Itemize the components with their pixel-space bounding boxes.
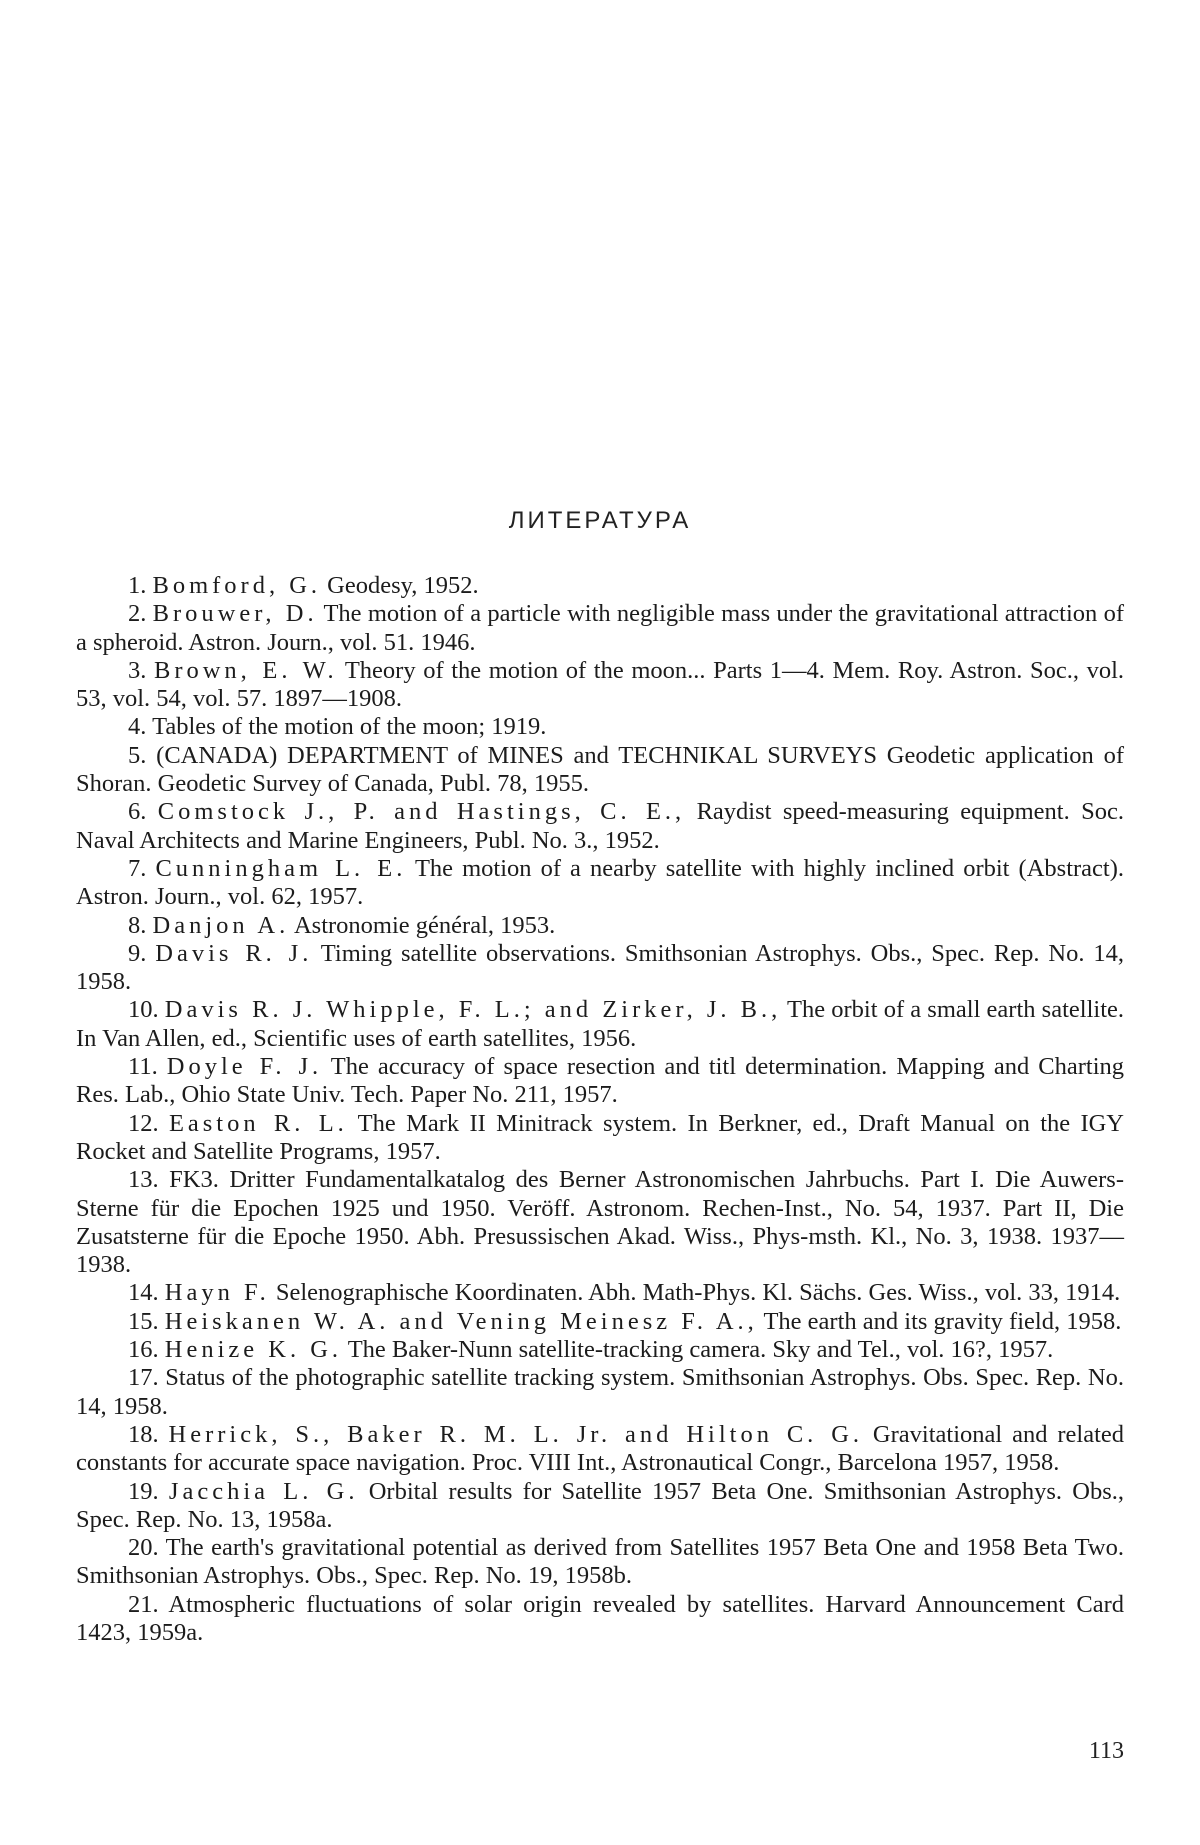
reference-number: 7.: [128, 854, 147, 882]
reference-text: Astronomie général, 1953.: [289, 911, 556, 939]
reference-number: 18.: [128, 1420, 159, 1448]
reference-list: [76, 572, 1124, 1647]
reference-number: 5.: [128, 741, 147, 769]
reference-text: (CANADA) DEPARTMENT of MINES and TECHNIKAL SURVEYS Geodetic application of Shoran. Geodetic Survey of Canada, Publ. 78, 1955.: [76, 741, 1124, 798]
reference-item: [76, 912, 1124, 940]
reference-text: Timing satellite observations. Smithsonian Astrophys. Obs., Spec. Rep. No. 14, 1958.: [76, 939, 1124, 996]
reference-author: Heiskanen W. A. and Vening Meinesz F. A.,: [164, 1307, 758, 1335]
reference-text: Raydist speed-measuring equipment. Soc. Naval Architects and Marine Engineers, Publ. No. 3., 1952.: [76, 798, 1125, 854]
reference-text: Tables of the motion of the moon; 1919.: [152, 713, 547, 741]
reference-item: [76, 600, 1124, 657]
reference-item: [76, 572, 1124, 600]
reference-author: Easton R. L.: [168, 1109, 348, 1137]
reference-item: [76, 798, 1124, 855]
reference-item: [76, 1534, 1124, 1591]
reference-number: 4.: [128, 713, 147, 741]
reference-number: 6.: [128, 798, 147, 826]
reference-text: The earth's gravitational potential as derived from Satellites 1957 Beta One and 1958 Beta Two. Smithsonian Astrophys. Obs., Spec. Rep. No. 19, 1958b.: [76, 1534, 1124, 1590]
reference-author: Henize K. G.: [164, 1336, 343, 1364]
reference-item: [76, 996, 1124, 1053]
reference-text: Theory of the motion of the moon... Parts 1—4. Mem. Roy. Astron. Soc., vol. 53, vol. 54, vol. 57. 1897—1908.: [76, 656, 1125, 713]
reference-item: [76, 742, 1124, 799]
reference-number: 8.: [128, 911, 147, 939]
reference-text: The accuracy of space resection and titl determination. Mapping and Charting Res. Lab., Ohio State Univ. Tech. Paper No. 211, 1957.: [76, 1053, 1124, 1109]
reference-author: Danjon A.: [152, 911, 290, 939]
reference-number: 16.: [128, 1336, 159, 1364]
reference-number: 12.: [128, 1109, 159, 1137]
reference-author: Jacchia L. G.: [168, 1477, 359, 1505]
reference-number: 2.: [128, 600, 147, 628]
reference-text: The motion of a nearby satellite with highly inclined orbit (Abstract). Astron. Journ., vol. 62, 1957.: [76, 854, 1124, 911]
reference-text: Geodesy, 1952.: [321, 572, 479, 599]
reference-item: [76, 1336, 1124, 1364]
reference-author: Davis R. J. Whipple, F. L.; and Zirker, J. B.,: [164, 996, 782, 1024]
reference-number: 19.: [128, 1477, 159, 1505]
reference-item: [76, 657, 1124, 714]
reference-number: 3.: [128, 656, 147, 684]
reference-number: 20.: [128, 1534, 159, 1562]
reference-text: Orbital results for Satellite 1957 Beta One. Smithsonian Astrophys. Obs., Spec. Rep. No. 13, 1958a.: [76, 1477, 1125, 1533]
reference-text: Atmospheric fluctuations of solar origin revealed by satellites. Harvard Announcement Card 1423, 1959a.: [76, 1590, 1124, 1646]
reference-author: Hayn F.: [164, 1279, 270, 1307]
reference-text: Selenographische Koordinaten. Abh. Math-Phys. Kl. Sächs. Ges. Wiss., vol. 33, 1914.: [269, 1279, 1121, 1307]
reference-number: 15.: [128, 1307, 159, 1335]
reference-author: Comstock J., P. and Hastings, C. E.,: [157, 798, 686, 826]
reference-item: [76, 940, 1124, 997]
references-heading: ЛИТЕРАТУРА: [508, 507, 692, 534]
reference-text: The earth and its gravity field, 1958.: [757, 1307, 1122, 1335]
page-number: 113: [1088, 1738, 1124, 1764]
reference-number: 1.: [128, 572, 147, 599]
reference-author: Doyle F. J.: [166, 1053, 323, 1081]
reference-text: The Mark II Minitrack system. In Berkner, ed., Draft Manual on the IGY Rocket and Satellite Programs, 1957.: [76, 1109, 1124, 1165]
reference-item: [76, 1421, 1124, 1478]
reference-item: [76, 1308, 1124, 1336]
reference-text: FK3. Dritter Fundamentalkatalog des Berner Astronomischen Jahrbuchs. Part I. Die Auwers-Sterne für die Epochen 1925 und 1950. Veröff. Astronom. Rechen-Inst., No. 54, 1937. Part II, Die Zusatsterne für die Epoche 1950. Abh. Presussischen Akad. Wiss., Phys-msth. Kl., No. 3, 1938. 1937—1938.: [76, 1166, 1125, 1279]
reference-item: [76, 1279, 1124, 1307]
reference-text: The orbit of a small earth satellite. In Van Allen, ed., Scientific uses of earth satellites, 1956.: [76, 996, 1124, 1052]
reference-item: [76, 1110, 1124, 1167]
reference-item: [76, 1166, 1124, 1279]
reference-number: 21.: [128, 1590, 159, 1618]
reference-author: Bomford, G.: [152, 572, 322, 599]
reference-item: [76, 713, 1124, 741]
reference-number: 13.: [128, 1166, 159, 1194]
reference-item: [76, 1364, 1124, 1421]
reference-number: 9.: [128, 939, 147, 967]
reference-item: [76, 1591, 1124, 1648]
reference-item: [76, 1478, 1124, 1535]
reference-author: Herrick, S., Baker R. M. L. Jr. and Hilton C. G.: [168, 1420, 864, 1448]
reference-text: Gravitational and related constants for accurate space navigation. Proc. VIII Int., Astronautical Congr., Barcelona 1957, 1958.: [76, 1420, 1125, 1477]
reference-author: Davis R. J.: [155, 939, 313, 967]
reference-author: Brown, E. W.: [153, 656, 338, 684]
reference-text: The Baker-Nunn satellite-tracking camera. Sky and Tel., vol. 16?, 1957.: [342, 1336, 1054, 1364]
reference-author: Cunningham L. E.: [155, 854, 407, 882]
reference-number: 14.: [128, 1279, 159, 1307]
reference-text: The motion of a particle with negligible mass under the gravitational attraction of a spheroid. Astron. Journ., vol. 51. 1946.: [76, 600, 1124, 656]
reference-text: Status of the photographic satellite tracking system. Smithsonian Astrophys. Obs. Spec. Rep. No. 14, 1958.: [76, 1364, 1125, 1420]
reference-item: [76, 855, 1124, 912]
reference-number: 11.: [128, 1053, 158, 1081]
reference-number: 17.: [128, 1364, 159, 1392]
reference-item: [76, 1053, 1124, 1110]
reference-number: 10.: [128, 996, 159, 1024]
reference-author: Brouwer, D.: [152, 600, 318, 628]
